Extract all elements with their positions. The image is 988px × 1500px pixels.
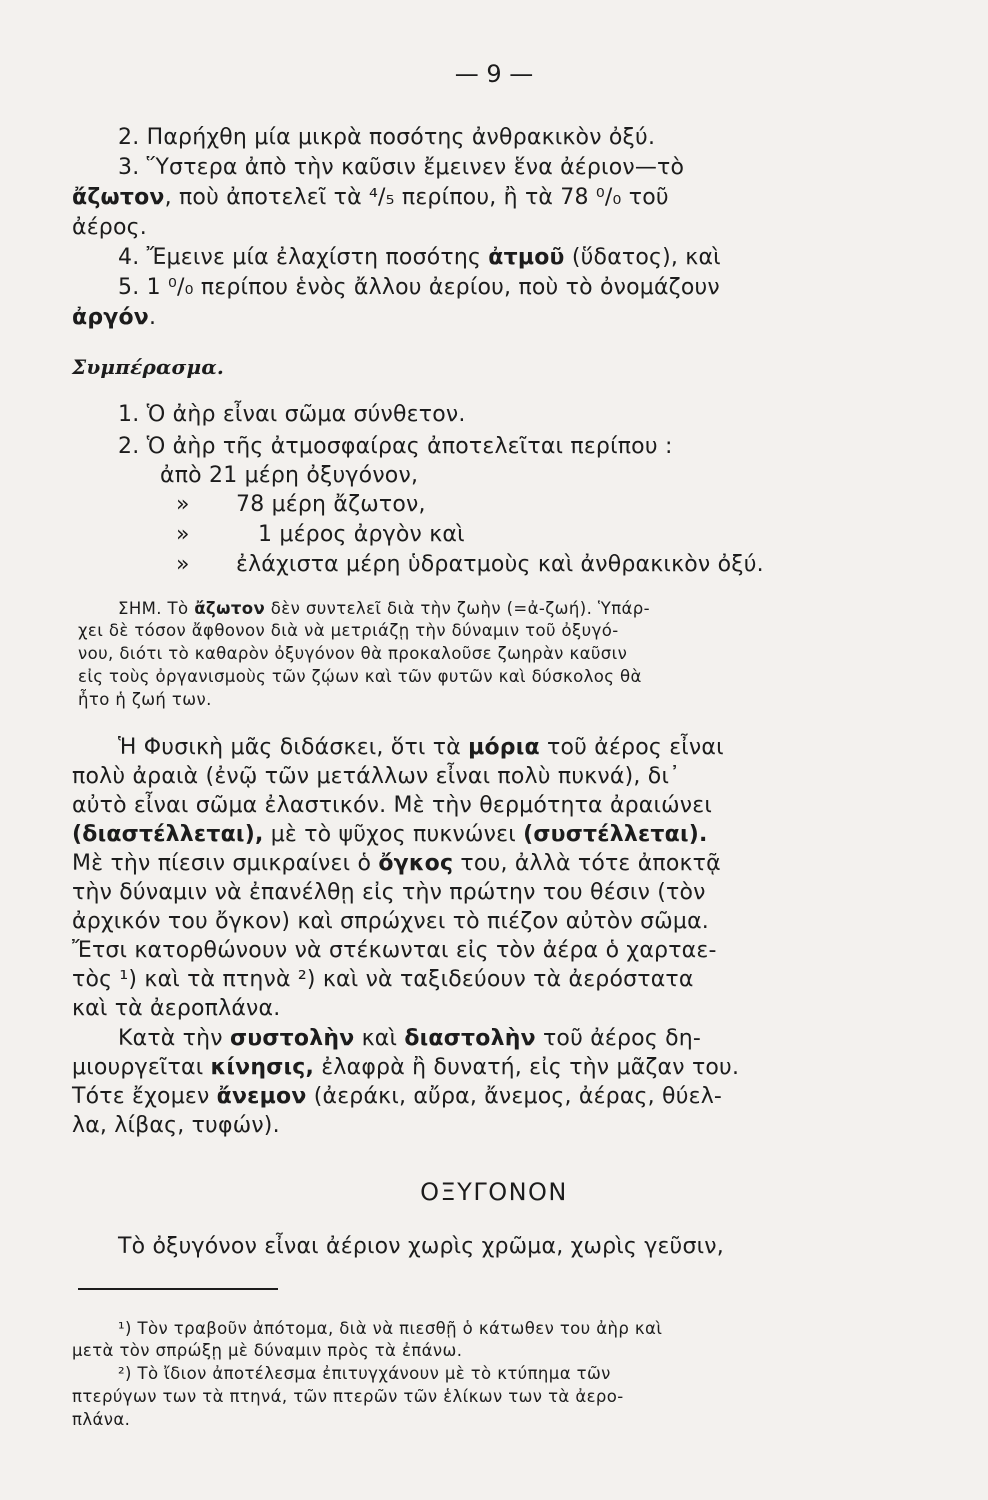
composition-row-vapour xyxy=(176,550,764,580)
list-item-3-text: , ποὺ ἀποτελεῖ τὰ ⁴/₅ περίπου, ἢ τὰ 78 ⁰/₀ τοῦ xyxy=(164,185,669,210)
note-line-5: ἦτο ἡ ζωή των. xyxy=(78,690,212,709)
note-line-4: εἰς τοὺς ὀργανισμοὺς τῶν ζῴων καὶ τῶν φυτῶν καὶ δύσκολος θὰ xyxy=(78,667,642,686)
body-line: αὐτὸ εἶναι σῶμα ἐλαστικόν. Μὲ τὴν θερμότητα ἀραιώνει xyxy=(72,793,712,818)
body-text: Κατὰ τὴν xyxy=(118,1026,230,1051)
note-line-1 xyxy=(118,598,650,620)
term-azoton: ἄζωτον xyxy=(72,185,165,210)
body-line: τὸς ¹) καὶ τὰ πτηνὰ ²) καὶ νὰ ταξιδεύουν τὰ ἀερόστατα xyxy=(72,967,694,992)
note-line-3: νου, διότι τὸ καθαρὸν ὀξυγόνον θὰ προκαλοῦσε ζωηρὰν καῦσιν xyxy=(78,644,628,663)
term-azoton: ἄζωτον xyxy=(194,599,266,618)
section-body-line: Τὸ ὀξυγόνον εἶναι ἀέριον χωρὶς χρῶμα, χωρὶς γεῦσιν, xyxy=(118,1234,724,1259)
list-item-3-cont xyxy=(72,183,669,213)
term-kinesis: κίνησις, xyxy=(210,1055,315,1080)
body-line: λα, λίβας, τυφών). xyxy=(72,1113,280,1138)
body-line xyxy=(72,1053,739,1083)
term-ogkos: ὄγκος xyxy=(378,851,454,876)
conclusion-1: 1. Ὁ ἀὴρ εἶναι σῶμα σύνθετον. xyxy=(118,402,466,427)
ditto-mark: » xyxy=(176,492,190,517)
list-item-2: 2. Παρήχθη μία μικρὰ ποσότης ἀνθρακικὸν ὀξύ. xyxy=(118,125,656,150)
section-heading: ΟΞΥΓΟΝΟΝ xyxy=(420,1178,568,1206)
body-text: μὲ τὸ ψῦχος πυκνώνει xyxy=(263,822,524,847)
body-text: του, ἀλλὰ τότε ἀποκτᾷ xyxy=(453,851,721,876)
ditto-mark: » xyxy=(176,552,190,577)
footnote-1-line-1: ¹) Τὸν τραβοῦν ἀπότομα, διὰ νὰ πιεσθῇ ὁ κάτωθεν του ἀὴρ καὶ xyxy=(118,1319,663,1338)
term-argon: ἀργόν xyxy=(72,305,149,330)
composition-row-argon xyxy=(176,520,465,550)
body-line: ἀρχικόν του ὄγκον) καὶ σπρώχνει τὸ πιέζον αὐτὸν σῶμα. xyxy=(72,909,709,934)
list-item-4 xyxy=(118,243,721,273)
note-text: ΣΗΜ. Τὸ xyxy=(118,599,195,618)
body-text: (ἀεράκι, αὔρα, ἄνεμος, ἀέρας, θύελ- xyxy=(306,1084,723,1109)
body-line xyxy=(72,820,708,850)
term-atmou: ἀτμοῦ xyxy=(488,245,565,270)
term-systelletai: (συστέλλεται). xyxy=(523,822,708,847)
list-item-3-end: ἀέρος. xyxy=(72,215,147,240)
body-line: καὶ τὰ ἀεροπλάνα. xyxy=(72,996,281,1021)
body-line: Ἔτσι κατορθώνουν νὰ στέκωνται εἰς τὸν ἀέρα ὁ χαρταε- xyxy=(72,938,717,963)
footnote-2-line-3: πλάνα. xyxy=(72,1410,131,1429)
term-anemon: ἄνεμον xyxy=(216,1084,307,1109)
list-item-3: 3. Ὕστερα ἀπὸ τὴν καῦσιν ἔμεινεν ἕνα ἀέριον—τὸ xyxy=(118,155,685,180)
footnote-2-line-2: πτερύγων των τὰ πτηνά, τῶν πτερῶν τῶν ἑλίκων των τὰ ἀερο- xyxy=(72,1387,624,1406)
body-line xyxy=(118,733,724,763)
term-diastelletai: (διαστέλλεται), xyxy=(72,822,264,847)
body-text: ἐλαφρὰ ἢ δυνατή, εἰς τὴν μᾶζαν του. xyxy=(314,1055,740,1080)
list-item-5: 5. 1 ⁰/₀ περίπου ἑνὸς ἄλλου ἀερίου, ποὺ τὸ ὀνομάζουν xyxy=(118,275,720,300)
body-text: καὶ xyxy=(354,1026,405,1051)
body-text: Μὲ τὴν πίεσιν σμικραίνει ὁ xyxy=(72,851,379,876)
body-line xyxy=(72,1082,722,1112)
body-line xyxy=(118,1024,701,1054)
list-item-5-end: . xyxy=(148,305,157,330)
footnote-2-line-1: ²) Τὸ ἴδιον ἀποτέλεσμα ἐπιτυγχάνουν μὲ τὸ κτύπημα τῶν xyxy=(118,1364,611,1383)
body-line xyxy=(72,849,721,879)
list-item-5-cont xyxy=(72,303,156,333)
conclusion-2: 2. Ὁ ἀὴρ τῆς ἀτμοσφαίρας ἀποτελεῖται περίπου : xyxy=(118,434,673,459)
body-text: μιουργεῖται xyxy=(72,1055,211,1080)
term-systole: συστολὴν xyxy=(229,1026,355,1051)
note-line-2: χει δὲ τόσον ἄφθονον διὰ νὰ μετριάζῃ τὴν δύναμιν τοῦ ὀξυγό- xyxy=(78,621,619,640)
composition-text: 1 μέρος ἀργὸν καὶ xyxy=(258,522,465,547)
composition-text: 78 μέρη ἄζωτον, xyxy=(236,492,426,517)
body-text: τοῦ ἀέρος δη- xyxy=(535,1026,702,1051)
footnote-1-line-2: μετὰ τὸν σπρώξῃ μὲ δύναμιν πρὸς τὰ ἐπάνω. xyxy=(72,1341,463,1360)
composition-row-nitrogen xyxy=(176,490,426,520)
body-text: Ἡ Φυσικὴ μᾶς διδάσκει, ὅτι τὰ xyxy=(118,735,469,760)
body-text: Τότε ἔχομεν xyxy=(72,1084,217,1109)
body-line: πολὺ ἀραιὰ (ἐνῷ τῶν μετάλλων εἶναι πολὺ πυκνά), δι᾿ xyxy=(72,764,681,789)
term-diastole: διαστολὴν xyxy=(404,1026,536,1051)
conclusion-heading: Συμπέρασμα. xyxy=(72,355,225,379)
body-line: τὴν δύναμιν νὰ ἐπανέλθῃ εἰς τὴν πρώτην του θέσιν (τὸν xyxy=(72,880,706,905)
ditto-mark: » xyxy=(176,522,190,547)
page-number: — 9 — xyxy=(454,60,534,88)
term-moria: μόρια xyxy=(468,735,540,760)
list-item-4-text: 4. Ἔμεινε μία ἐλαχίστη ποσότης xyxy=(118,245,489,270)
body-text: τοῦ ἀέρος εἶναι xyxy=(539,735,724,760)
composition-row-oxygen: ἀπὸ 21 μέρη ὀξυγόνον, xyxy=(160,463,419,488)
note-text: δὲν συντελεῖ διὰ τὴν ζωὴν (=ἀ-ζωή). Ὑπάρ- xyxy=(265,599,651,618)
composition-text: ἐλάχιστα μέρη ὑδρατμοὺς καὶ ἀνθρακικὸν ὀξύ. xyxy=(236,552,764,577)
list-item-4-end: (ὕδατος), καὶ xyxy=(564,245,721,270)
footnote-divider xyxy=(78,1288,278,1290)
